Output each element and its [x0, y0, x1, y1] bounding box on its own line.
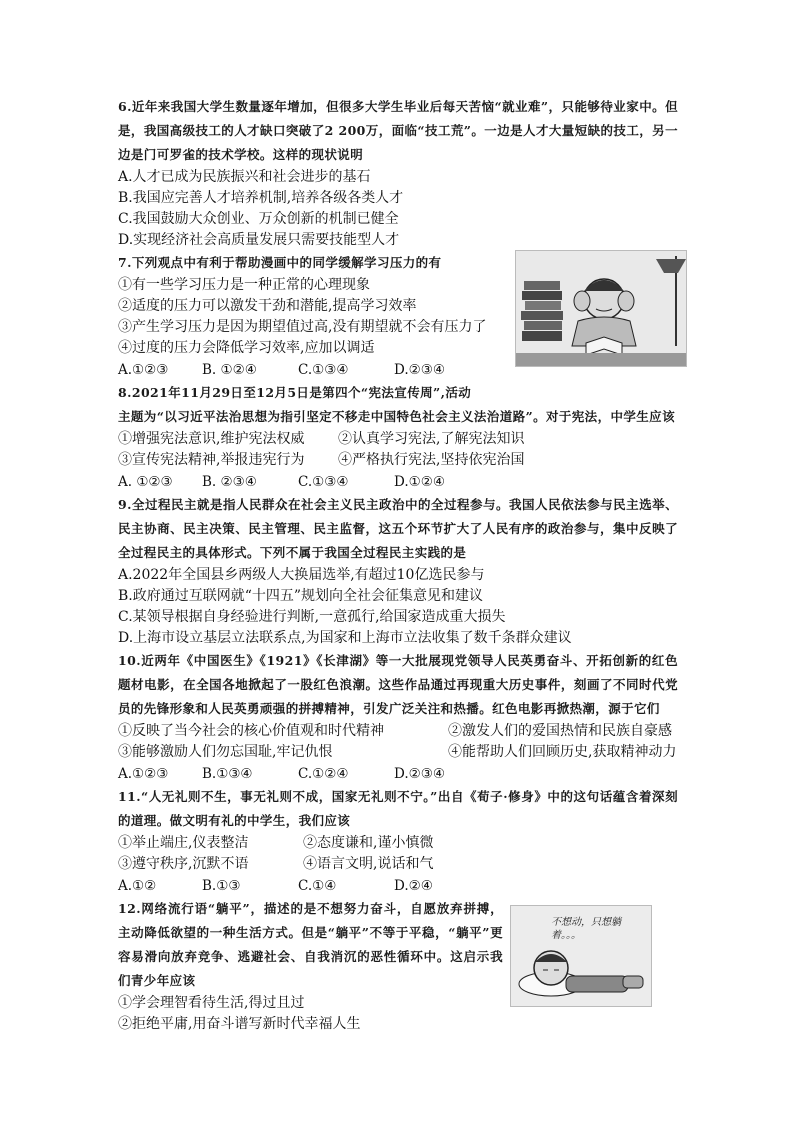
q8-items-row1 — [118, 429, 678, 450]
q10-items-row1 — [118, 721, 678, 742]
question-12-stem: 12.网络流行语“躺平”，描述的是不想努力奋斗，自愿放弃拼搏，主动降低欲望的一种生活方式。但是“躺平”不等于平稳，“躺平”更容易滑向放弃竞争、逃避社会、自我消沉的恶性循环中。这启示我们青少年应该 — [118, 901, 503, 988]
q11-item-2: ②态度谦和,谨小慎微 — [303, 835, 434, 851]
q7-choice-d: D.②③④ — [394, 362, 445, 378]
question-8 — [118, 381, 678, 493]
q7-item-1: ①有一些学习压力是一种正常的心理现象 — [118, 277, 370, 293]
q11-choice-a: A.①② — [118, 878, 157, 894]
question-10-stem: 10.近两年《中国医生》《1921》《长津湖》等一大批展现党领导人民英勇奋斗、开拓创新的红色题材电影，在全国各地掀起了一股红色浪潮。这些作品通过再现重大历史事件，刻画了不同时代党员的先锋形象和人民英勇顽强的拼搏精神，引发广泛关注和热播。红色电影再掀热潮，源于它们 — [118, 653, 678, 716]
question-6-stem: 6.近年来我国大学生数量逐年增加，但很多大学生毕业后每天苦恼“就业难”，只能够待业家中。但是，我国高级技工的人才缺口突破了2 200万，面临“技工荒”。一边是人才大量短缺的技工，另一边是门可罗雀的技术学校。这样的现状说明 — [118, 99, 678, 162]
q11-items-row1 — [118, 833, 678, 854]
q7-item-3: ③产生学习压力是因为期望值过高,没有期望就不会有压力了 — [118, 319, 487, 335]
lying-flat-cartoon — [510, 905, 652, 1007]
q8-choice-a: A. ①②③ — [118, 474, 173, 490]
q8-item-3: ③宣传宪法精神,举报违宪行为 — [118, 452, 305, 468]
stressed-student-illustration — [516, 251, 686, 366]
q10-choice-b: B.①③④ — [202, 766, 253, 782]
question-11 — [118, 785, 678, 897]
q8-choice-b: B. ②③④ — [202, 474, 257, 490]
q10-choice-c: C.①②④ — [298, 766, 349, 782]
q6-option-d: D.实现经济社会高质量发展只需要技能型人才 — [118, 232, 400, 248]
q11-choice-b: B.①③ — [202, 878, 241, 894]
q7-item-2: ②适度的压力可以激发干劲和潜能,提高学习效率 — [118, 298, 417, 314]
lying-flat-caption: 不想动，只想躺着。。。 — [551, 917, 621, 941]
question-10 — [118, 649, 678, 785]
q9-option-a: A.2022年全国县乡两级人大换届选举,有超过10亿选民参与 — [118, 567, 485, 583]
question-9-stem: 9.全过程民主就是指人民群众在社会主义民主政治中的全过程参与。我国人民依法参与民主选举、民主协商、民主决策、民主管理、民主监督，这五个环节扩大了人民有序的政治参与，集中反映了全过程民主的具体形式。下列不属于我国全过程民主实践的是 — [118, 497, 678, 560]
q11-item-3: ③遵守秩序,沉默不语 — [118, 856, 249, 872]
q7-choice-b: B. ①②④ — [202, 362, 257, 378]
question-11-stem: 11.“人无礼则不生，事无礼则不成，国家无礼则不宁。”出自《荀子·修身》中的这句话蕴含着深刻的道理。做文明有礼的中学生，我们应该 — [118, 789, 678, 828]
q9-option-c: C.某领导根据自身经验进行判断,一意孤行,给国家造成重大损失 — [118, 609, 506, 625]
q10-choice-a: A.①②③ — [118, 766, 169, 782]
q11-item-4: ④语言文明,说话和气 — [303, 856, 434, 872]
q6-option-a: A.人才已成为民族振兴和社会进步的基石 — [118, 169, 371, 185]
q10-item-3: ③能够激励人们勿忘国耻,牢记仇恨 — [118, 744, 333, 760]
q8-item-1: ①增强宪法意识,维护宪法权威 — [118, 431, 305, 447]
question-7-stem: 7.下列观点中有利于帮助漫画中的同学缓解学习压力的有 — [118, 255, 442, 270]
q10-choices — [118, 763, 678, 785]
q10-item-1: ①反映了当今社会的核心价值观和时代精神 — [118, 723, 384, 739]
q7-choice-c: C.①③④ — [298, 362, 349, 378]
q8-item-4: ④严格执行宪法,坚持依宪治国 — [338, 452, 525, 468]
question-8-stem: 主题为“以习近平法治思想为指引坚定不移走中国特色社会主义法治道路”。对于宪法，中学生应该 — [118, 409, 675, 424]
q8-choices — [118, 471, 678, 493]
q11-item-1: ①举止端庄,仪表整洁 — [118, 835, 249, 851]
q10-item-4: ④能帮助人们回顾历史,获取精神动力 — [448, 744, 677, 760]
q12-item-1: ①学会理智看待生活,得过且过 — [118, 995, 305, 1011]
q12-item-2: ②拒绝平庸,用奋斗谱写新时代幸福人生 — [118, 1016, 361, 1032]
questions-column — [118, 95, 678, 1035]
q7-choice-a: A.①②③ — [118, 362, 169, 378]
question-9 — [118, 493, 678, 649]
q6-option-c: C.我国鼓励大众创业、万众创新的机制已健全 — [118, 211, 399, 227]
q11-choice-c: C.①④ — [298, 878, 337, 894]
question-6 — [118, 95, 678, 251]
stressed-student-cartoon — [515, 250, 687, 367]
q8-item-2: ②认真学习宪法,了解宪法知识 — [338, 431, 525, 447]
q8-choice-d: D.①②④ — [394, 474, 445, 490]
q11-choice-d: D.②④ — [394, 878, 433, 894]
q10-choice-d: D.②③④ — [394, 766, 445, 782]
question-8-stem-line1: 8.2021年11月29日至12月5日是第四个“宪法宣传周”,活动 — [118, 385, 472, 400]
q10-items-row2 — [118, 742, 678, 763]
q7-item-4: ④过度的压力会降低学习效率,应加以调适 — [118, 340, 375, 356]
q10-item-2: ②激发人们的爱国热情和民族自豪感 — [448, 723, 672, 739]
q9-option-d: D.上海市设立基层立法联系点,为国家和上海市立法收集了数千条群众建议 — [118, 630, 572, 646]
q6-option-b: B.我国应完善人才培养机制,培养各级各类人才 — [118, 190, 404, 206]
q8-choice-c: C.①③④ — [298, 474, 349, 490]
q9-option-b: B.政府通过互联网就“十四五”规划向全社会征集意见和建议 — [118, 588, 484, 604]
q8-items-row2 — [118, 450, 678, 471]
q11-items-row2 — [118, 854, 678, 875]
q11-choices — [118, 875, 678, 897]
